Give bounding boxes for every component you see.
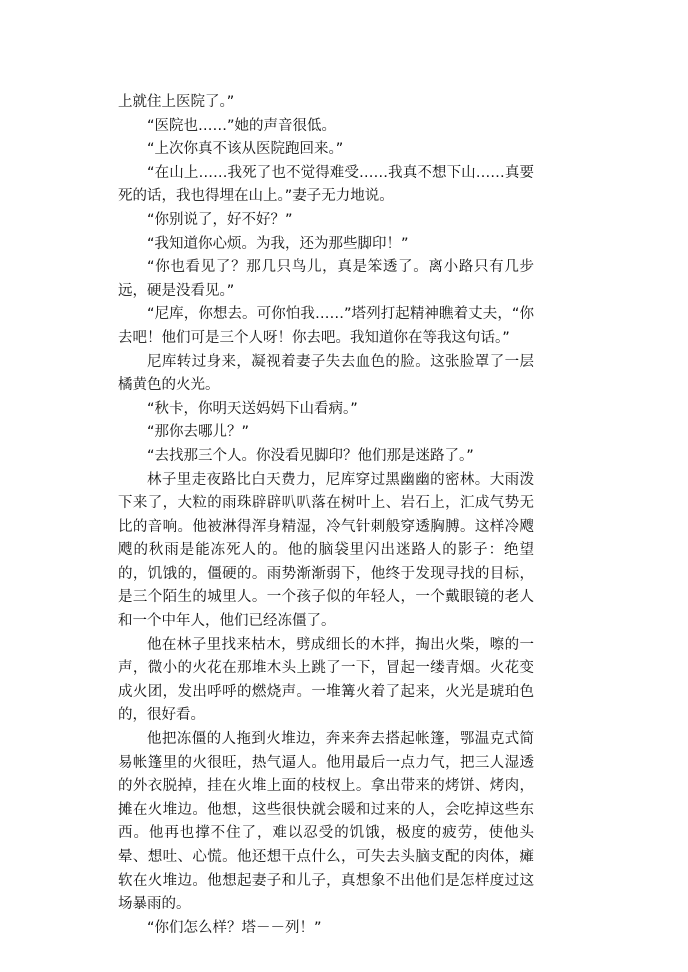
paragraph-2: “医院也……”她的声音很低。: [147, 117, 337, 134]
paragraph-6: “我知道你心烦。为我，还为那些脚印！”: [147, 235, 409, 252]
paragraph-9: 尼库转过身来，凝视着妻子失去血色的脸。这张脸罩了一层橘黄色的火光。: [118, 353, 534, 394]
paragraph-16: “你们怎么样？塔－－列！”: [147, 919, 322, 936]
paragraph-13: 林子里走夜路比白天费力，尼库穿过黑幽幽的密林。大雨泼下来了，大粒的雨珠辟辟叭叭落在树叶上、岩石上，汇成气势无比的音响。他被淋得浑身精湿，冷气针刺般穿透胸膊。这样冷飕飕的秋雨是能冻死人的。他的脑袋里闪出迷路人的影子：绝望的，饥饿的，僵硬的。雨势渐渐弱下，他终于发现寻找的目标，是三个陌生的城里人。一个孩子似的年轻人，一个戴眼镜的老人和一个中年人，他们已经冻僵了。: [118, 471, 534, 630]
story-text: [118, 91, 534, 940]
paragraph-14: 他在林子里找来枯木，劈成细长的木拌，掏出火柴，嚓的一声，微小的火花在那堆木头上跳了一下，冒起一缕青烟。火花变成火团，发出呼呼的燃烧声。一堆篝火着了起来，火光是琥珀色的，很好看。: [118, 636, 534, 724]
paragraph-3: “上次你真不该从医院跑回来。”: [147, 141, 344, 158]
paragraph-12: “去找那三个人。你没看见脚印？他们那是迷路了。”: [147, 447, 474, 464]
paragraph-15: 他把冻僵的人拖到火堆边，奔来奔去搭起帐篷，鄂温克式简易帐篷里的火很旺，热气逼人。他用最后一点力气，把三人湿透的外衣脱掉，挂在火堆上面的枝杈上。拿出带来的烤饼、烤肉，摊在火堆边。他想，这些很快就会暖和过来的人，会吃掉这些东西。他再也撑不住了，难以忍受的饥饿，极度的疲劳，使他头晕、想吐、心慌。他还想干点什么，可失去头脑支配的肉体，瘫软在火堆边。他想起妻子和儿子，真想象不出他们是怎样度过这场暴雨的。: [118, 731, 534, 913]
paragraph-7: “你也看见了？那几只鸟儿，真是笨透了。离小路只有几步远，硬是没看见。”: [118, 259, 534, 299]
paragraph-1: 上就住上医院了。”: [118, 94, 235, 110]
paragraph-4: “在山上……我死了也不觉得难受……我真不想下山……真要死的话，我也得埋在山上。”妻子无力地说。: [118, 164, 534, 205]
paragraph-11: “那你去哪儿？”: [147, 424, 250, 441]
paragraph-10: “秋卡，你明天送妈妈下山看病。”: [147, 400, 358, 417]
paragraph-8: “尼库，你想去。可你怕我……”塔列打起精神瞧着丈夫，“你去吧！他们可是三个人呀！你去吧。我知道你在等我这句话。”: [118, 306, 534, 346]
paragraph-5: “你别说了，好不好？”: [147, 211, 293, 228]
